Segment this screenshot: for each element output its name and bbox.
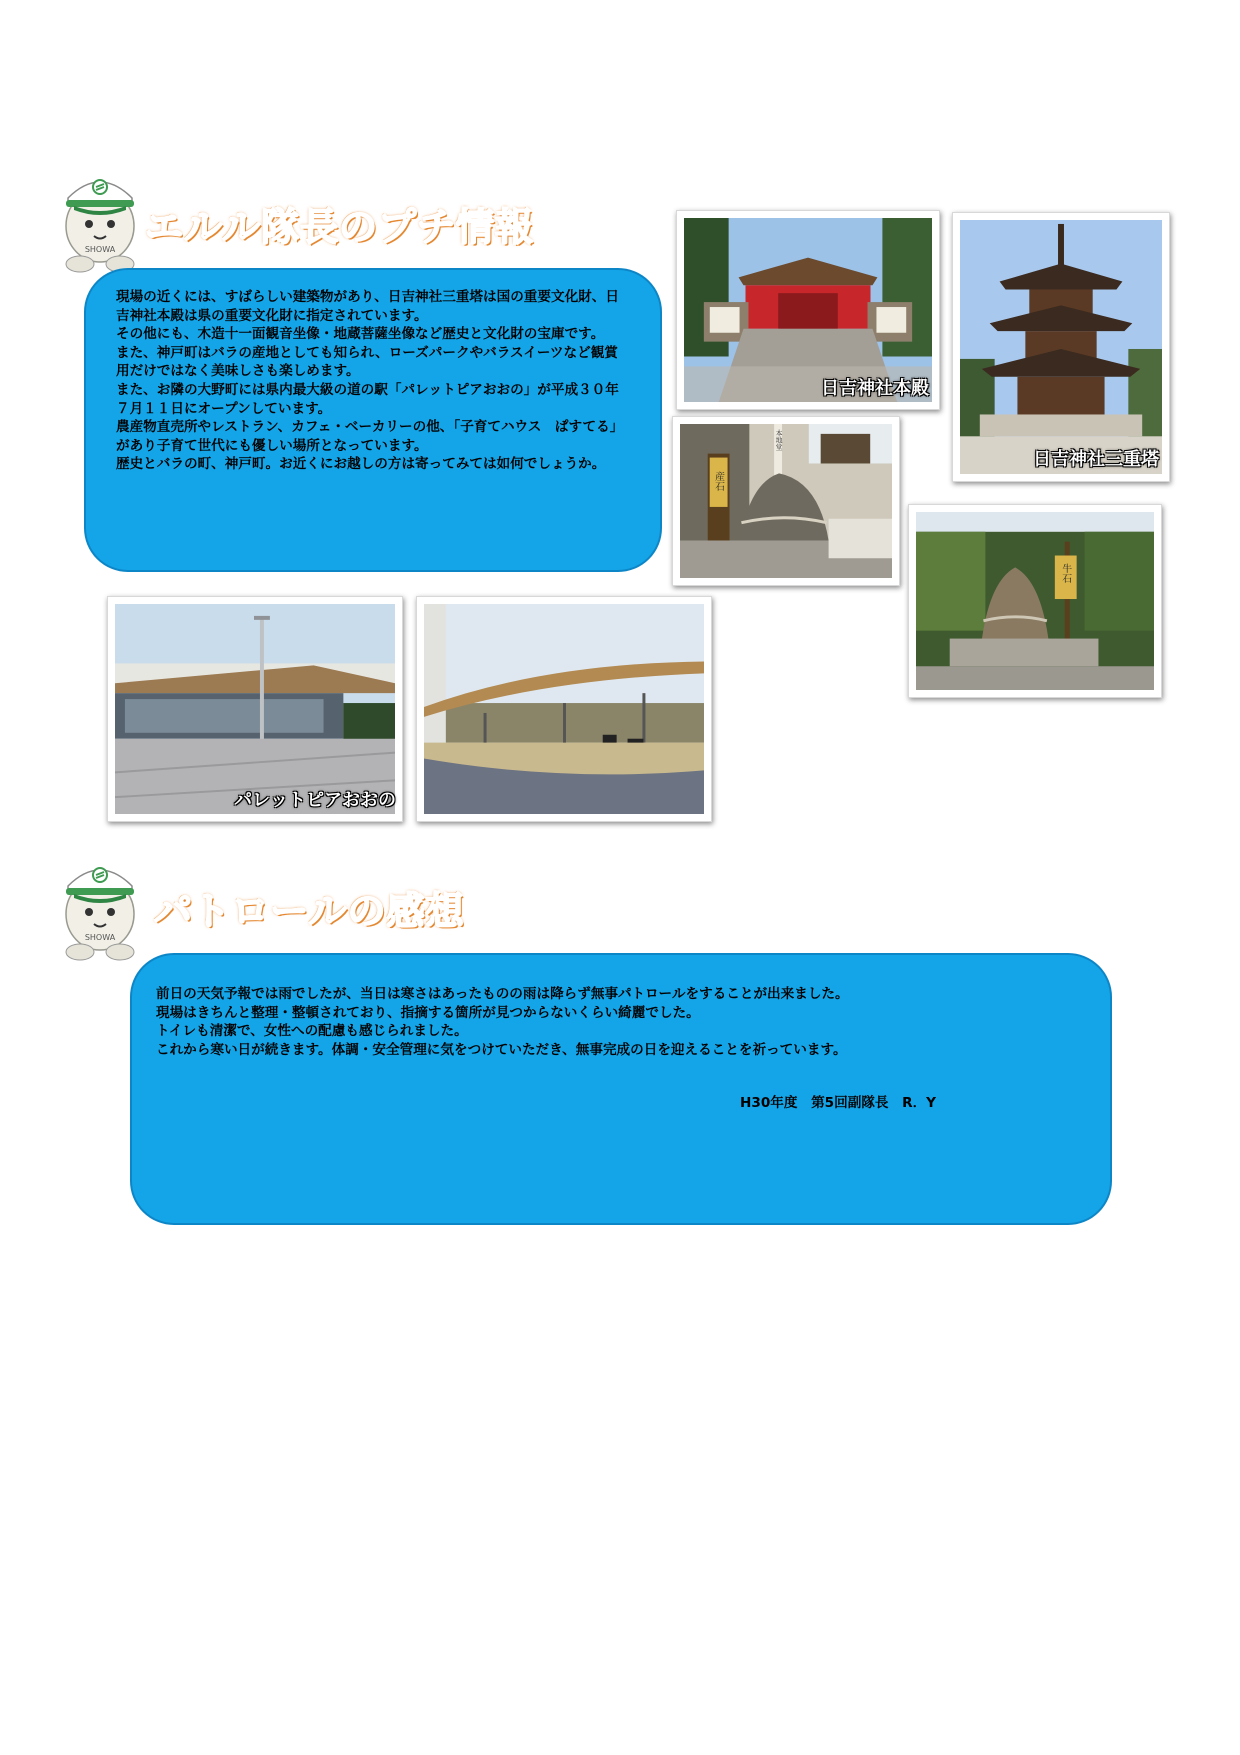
section1-paragraph: また、神戸町はバラの産地としても知られ、ローズパークやバラスイーツなど観賞用だけではなく美味しさも楽しめます。 [116, 344, 618, 380]
section2-impression-box [130, 953, 1112, 1225]
section1-paragraph: 農産物直売所やレストラン、カフェ・ベーカリーの他、「子育てハウス ぱすてる」があり子育て世代にも優しい場所となっています。 [116, 419, 624, 454]
stone1-post-text: 本地堂 [774, 429, 783, 451]
mascot-elulu-bottom [54, 852, 146, 962]
photo-palette-pia-2 [416, 596, 712, 822]
signature: H30年度 第5回副隊長 R．Y [740, 1095, 937, 1111]
section1-paragraph: その他にも、木造十一面観音坐像・地蔵菩薩坐像など歴史と文化財の宝庫です。 [116, 326, 605, 343]
caption-honden: 日吉神社本殿 [821, 378, 929, 399]
section1-paragraph: 歴史とバラの町、神戸町。お近くにお越しの方は寄ってみては如何でしょうか。 [116, 456, 606, 473]
photo-honden [676, 210, 940, 410]
section2-heading: パトロールの感想 [154, 889, 465, 933]
section1-info-box [84, 268, 662, 572]
section1-paragraph: また、お隣の大野町には県内最大級の道の駅「パレットピアおおの」が平成３０年７月１１日にオープンしています。 [116, 381, 619, 417]
photo-pagoda [952, 212, 1170, 482]
stone2-sign-text: 牛石 [1060, 563, 1072, 584]
mascot-label: SHOWA [84, 933, 116, 942]
section2-paragraph: トイレも清潔で、女性への配慮も感じられました。 [156, 1023, 468, 1040]
photo-stone-2 [908, 504, 1162, 698]
section2-paragraph: 現場はきちんと整理・整頓されており、指摘する箇所が見つからないくらい綺麗でした。 [156, 1004, 700, 1021]
caption-pagoda: 日吉神社三重塔 [1033, 449, 1159, 470]
mascot-label: SHOWA [84, 245, 116, 254]
mascot-elulu-top [54, 164, 146, 274]
section1-heading: エルル隊長のプチ情報 [145, 205, 535, 249]
caption-palette-pia: パレットピアおおの [234, 790, 396, 811]
section2-paragraph: これから寒い日が続きます。体調・安全管理に気をつけていただき、無事完成の日を迎えることを祈っています。 [156, 1041, 847, 1058]
stone1-sign-text: 産石 [713, 471, 725, 492]
section2-paragraph: 前日の天気予報では雨でしたが、当日は寒さはあったものの雨は降らず無事パトロールをすることが出来ました。 [156, 986, 849, 1002]
photo-palette-pia-1 [107, 596, 403, 822]
section1-paragraph: 現場の近くには、すばらしい建築物があり、日吉神社三重塔は国の重要文化財、日吉神社本殿は県の重要文化財に指定されています。 [116, 289, 619, 324]
photo-stone-1 [672, 416, 900, 586]
